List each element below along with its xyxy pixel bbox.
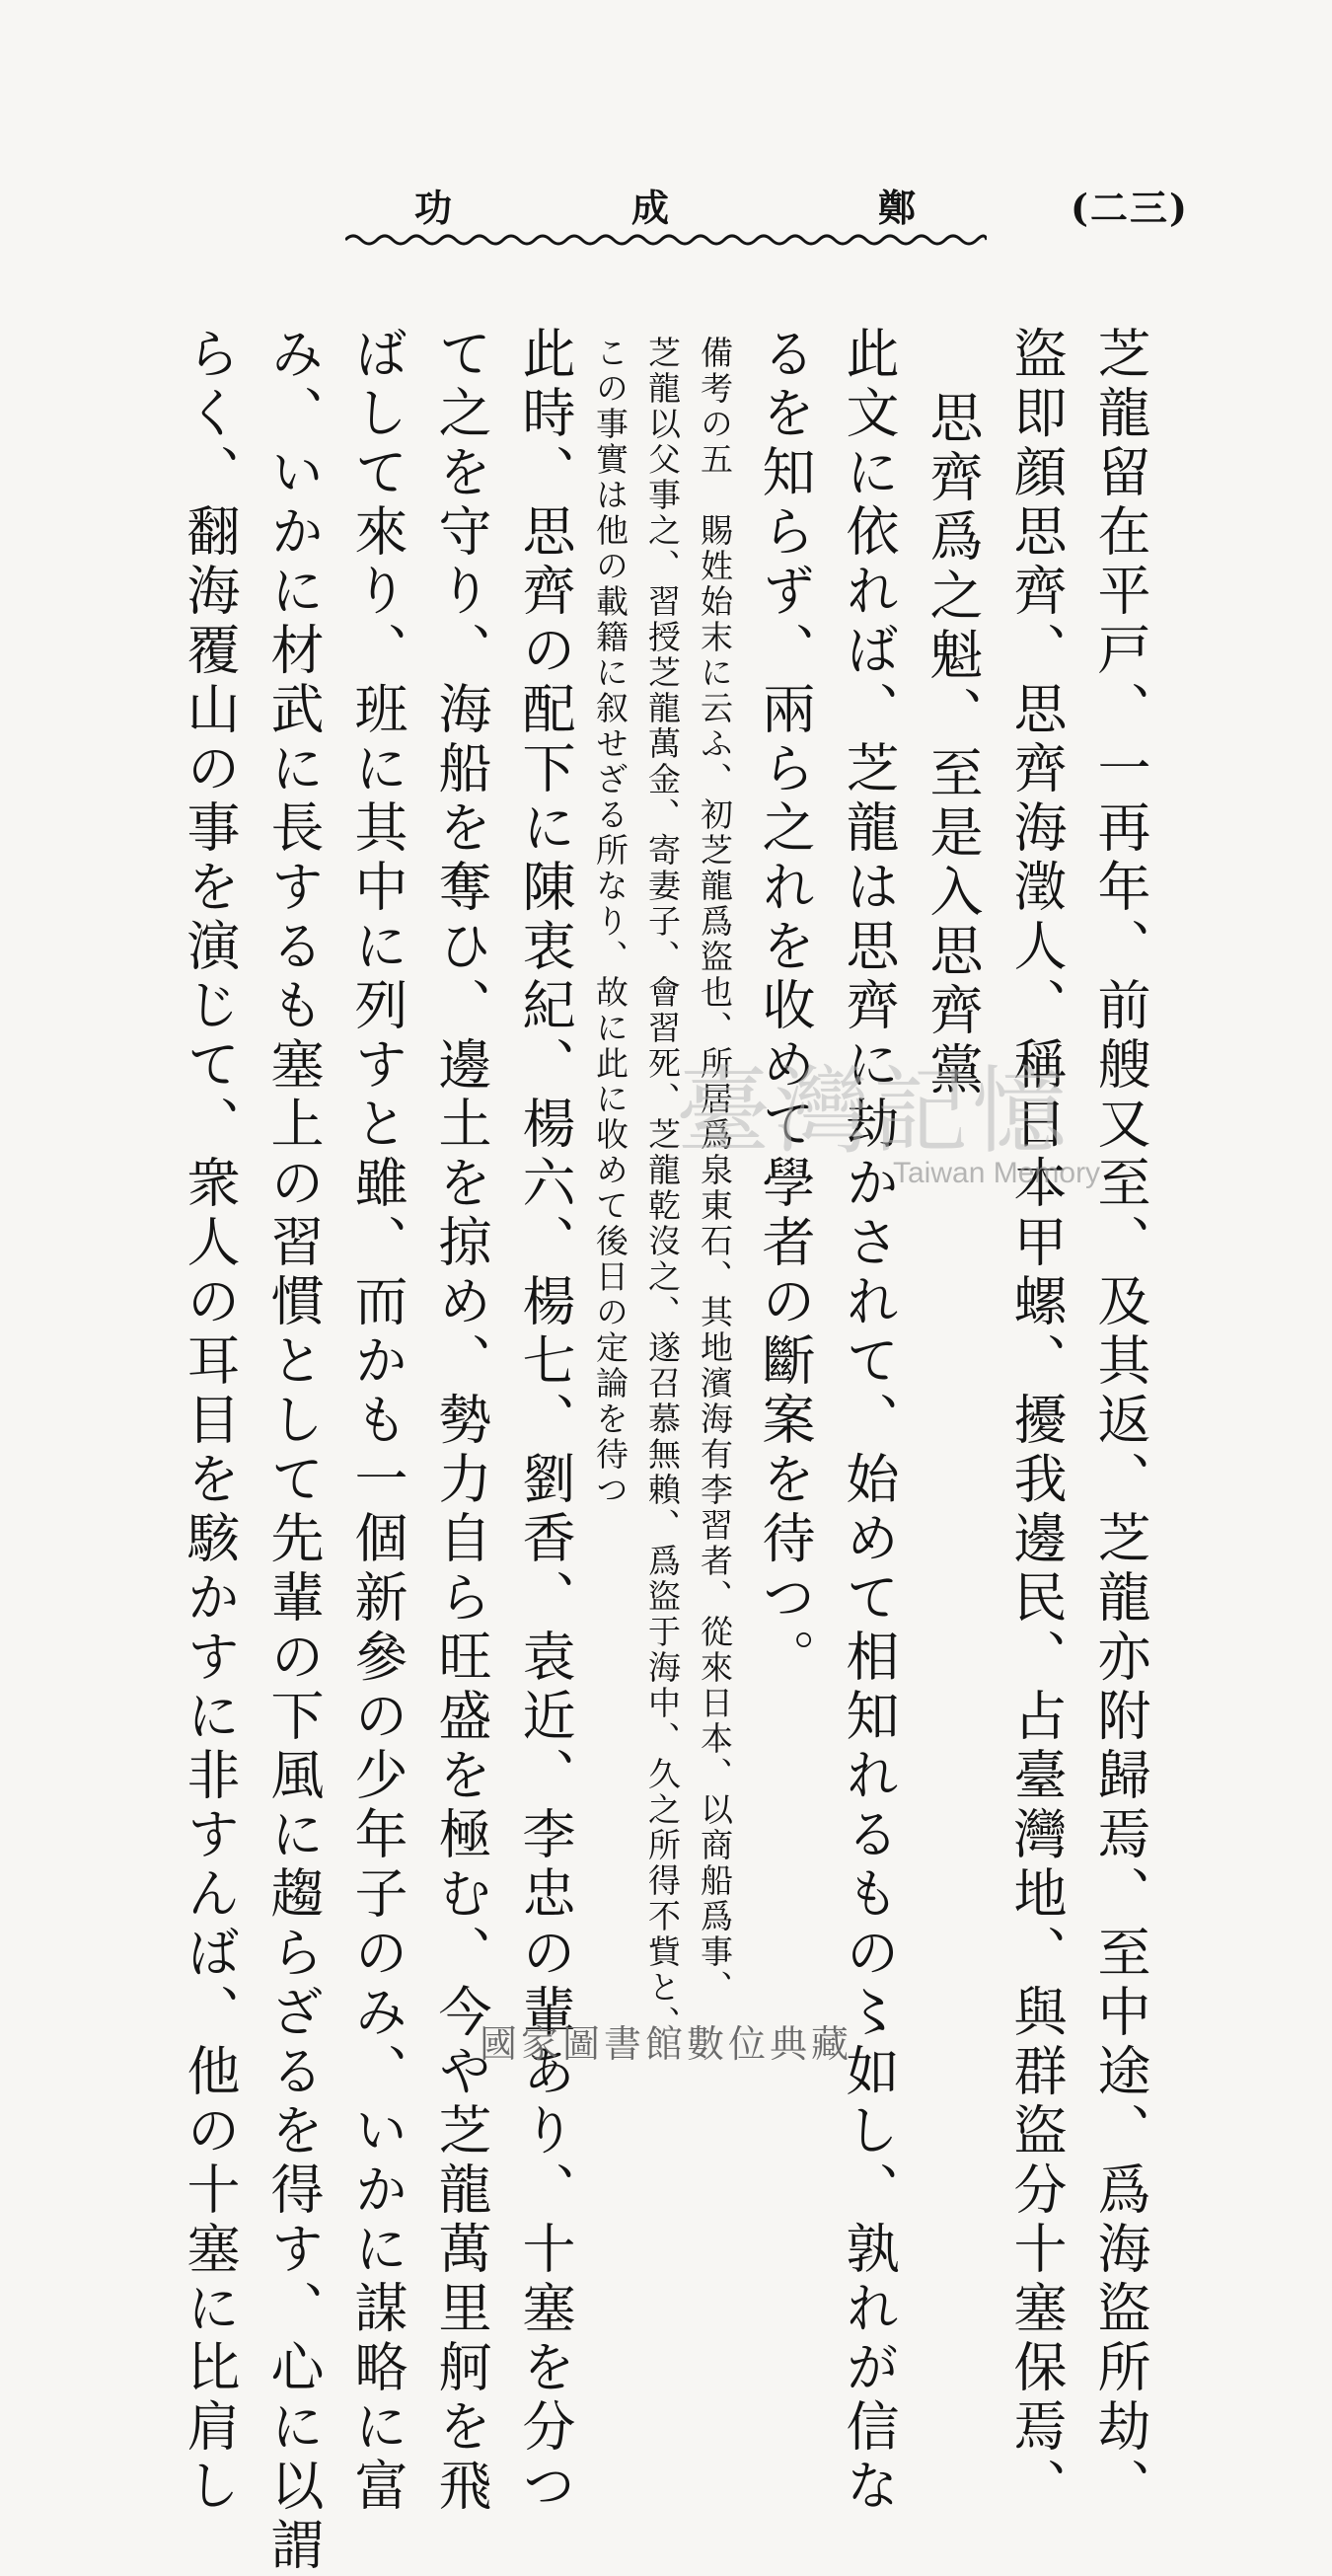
text-column: 芝龍留在平戸、一再年、前艘又至、及其返、芝龍亦附歸焉、至中途、爲海盜所劫、	[1089, 326, 1151, 2517]
watermark-logo-text: 臺灣記憶	[676, 1056, 1071, 1167]
text-column: るを知らず、兩ら之れを收めて學者の斷案を待つ。	[754, 326, 816, 1688]
note-column: 芝龍以父事之、習授芝龍萬金、寄妻子、會習死、芝龍乾沒之、遂召慕無賴、爲盜于海中、久之所得不貲と、	[643, 336, 682, 2041]
text-column: 思齊爲之魁、至是入思齊黨	[922, 390, 984, 1100]
note-column: この事實は他の載籍に叙せざる所なり、故に此に收めて後日の定論を待つ	[591, 336, 629, 1508]
running-title-char: 功	[414, 186, 455, 230]
text-column: み、いかに材武に長するも塞上の習慣として先輩の下風に趨らざるを得す、心に以謂	[262, 326, 325, 2576]
watermark-logo-subtext: Taiwan Memory	[893, 1157, 1101, 1189]
running-title-char: 鄭	[878, 186, 919, 230]
note-column: 備考の五 賜姓始末に云ふ、初芝龍爲盜也、所居爲泉東石、其地濱海有李習者、從來日本、以商船爲事、	[696, 336, 734, 2006]
text-column: らく、翻海覆山の事を演じて、衆人の耳目を駭かすに非すんば、他の十塞に比肩し	[179, 326, 241, 2517]
header-wavy-rule	[345, 229, 987, 251]
page-number: (二三)	[1071, 186, 1189, 230]
text-column: ばして來り、班に其中に列すと雖、而かも一個新參の少年子のみ、いかに謀略に富	[346, 326, 408, 2517]
text-column: て之を守り、海船を奪ひ、邊土を掠め、勢力自ら旺盛を極む、今や芝龍萬里舸を飛	[430, 326, 492, 2517]
running-title-char: 成	[631, 186, 672, 230]
text-column: 盜即顔思齊、思齊海澂人、稱日本甲螺、擾我邊民、占臺灣地、與群盜分十塞保焉、	[1005, 326, 1068, 2517]
footer-credit: 國家圖書館數位典藏	[479, 2022, 852, 2066]
text-column: 此文に依れば、芝龍は思齊に劫かされて、始めて相知れるもの〻如し、孰れが信な	[838, 326, 900, 2517]
text-column: 此時、思齊の配下に陳衷紀、楊六、楊七、劉香、袁近、李忠の輩あり、十塞を分つ	[514, 326, 576, 2517]
